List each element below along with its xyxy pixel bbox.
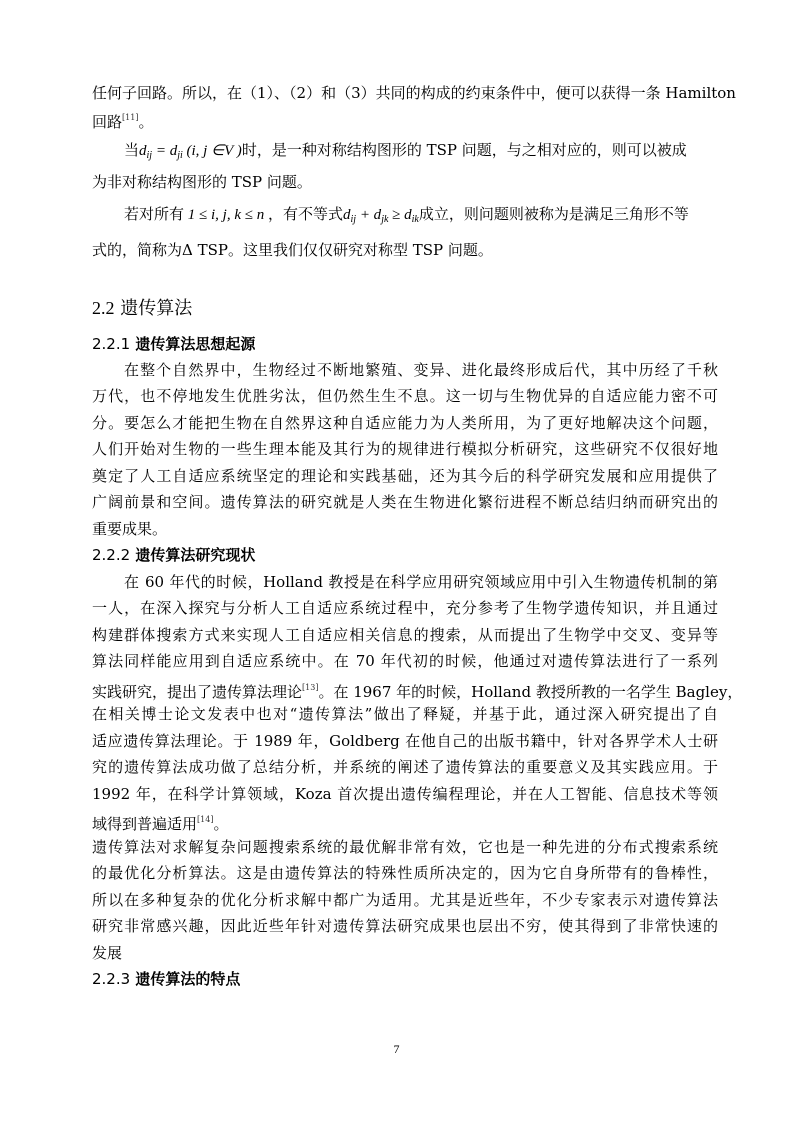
sub2-line10-b: 。 [213,815,229,833]
subsection-number: 2.2.2 [92,546,131,564]
subsection-heading-2-2-3 [92,969,240,989]
para2-line1 [124,140,687,166]
sub1-line: 人们开始对生物的一些生理本能及其行为的规律进行模拟分析研究，这些研究不仅很好地 [92,440,718,458]
para1-line2-end: 。 [138,113,154,131]
sub2-tail-line: 的最优化分析算法。这是由遗传算法的特殊性质所决定的，因为它自身所带有的鲁棒性， [92,864,718,882]
section-number: 2.2 [92,298,115,318]
sub1-line: 在整个自然界中，生物经过不断地繁殖、变异、进化最终形成后代，其中历经了千秋 [124,361,718,379]
subsection-title: 遗传算法思想起源 [135,335,256,353]
sub2-line: 在 60 年代的时候，Holland 教授是在科学应用研究领域应用中引入生物遗传机制的第 [124,573,718,591]
sub2-line: 一人，在深入探究与分析人工自适应系统过程中，充分参考了生物学遗传知识，并且通过 [92,599,718,617]
sub2-line: 适应遗传算法理论。于 1989 年，Goldberg 在他自己的出版书籍中，针对各界学术人士研 [92,732,718,750]
subsection-number: 2.2.3 [92,970,131,988]
para3-prefix: 若对所有 [124,205,185,223]
sub2-tail-line: 研究非常感兴趣，因此近些年针对遗传算法研究成果也层出不穷，使其得到了非常快速的 [92,917,718,935]
subsection-number: 2.2.1 [92,335,131,353]
subsection-heading-2-2-1 [92,334,255,354]
subsection-heading-2-2-2 [92,545,255,565]
sub2-line: 1992 年，在科学计算领域，Koza 首次提出遗传编程理论，并在人工智能、信息技术等领 [92,785,718,803]
sub2-tail-line: 所以在多种复杂的优化分析求解中都广为适用。尤其是近些年，不少专家表示对遗传算法 [92,891,718,909]
para2-line2: 为非对称结构图形的 TSP 问题。 [92,173,312,191]
sub1-line: 分。要怎么才能把生物在自然界这种自适应能力为人类所用，为了更好地解决这个问题， [92,414,718,432]
sub2-tail-line: 遗传算法对求解复杂问题搜索系统的最优解非常有效，它也是一种先进的分布式搜索系统 [92,838,718,856]
sub2-line: 究的遗传算法成功做了总结分析，并系统的阐述了遗传算法的重要意义及其实践应用。于 [92,758,718,776]
sub2-line [92,810,228,834]
para3-line1 [124,204,689,230]
para1-line2-text: 回路 [92,113,123,131]
citation-14: [14] [197,815,214,824]
triangle-inequality-formula: $d_{ij} + d_{jk} \ge d_{ik}$ [343,207,419,225]
sub2-line10-a: 域得到普遍适用 [92,815,198,833]
page-number: 7 [393,1042,400,1056]
sub2-line5-a: 实践研究，提出了遗传算法理论 [92,683,303,701]
symmetric-distance-formula: $d_{ij} = d_{ji}$ (i, j ∈V ) [139,143,242,161]
sub1-line: 重要成果。 [92,520,168,538]
para1-line1: 任何子回路。所以，在（1）、（2）和（3）共同的构成的约束条件中，便可以获得一条 Hamilton [92,84,736,102]
subsection-title: 遗传算法研究现状 [135,546,256,564]
sub2-line: 算法同样能应用到自适应系统中。在 70 年代初的时候，他通过对遗传算法进行了一系列 [92,652,718,670]
sub2-line [92,678,743,702]
para2-prefix: 当 [124,141,140,159]
sub2-line: 构建群体搜索方式来实现人工自适应相关信息的搜索，从而提出了生物学中交叉、变异等 [92,626,718,644]
subsection-title: 遗传算法的特点 [135,970,241,988]
sub2-line5-b: 。在 1967 年的时候，Holland 教授所教的一名学生 Bagley， [318,683,743,701]
sub1-line: 奠定了人工自适应系统坚定的理论和实践基础，还为其今后的科学研究发展和应用提供了 [92,467,718,485]
section-title: 遗传算法 [120,298,193,319]
sub1-line: 广阔前景和空间。遗传算法的研究就是人类在生物进化繁衍进程不断总结归纳而研究出的 [92,493,718,511]
para2-line1-rest: 时，是一种对称结构图形的 TSP 问题，与之相对应的，则可以被成 [241,141,687,159]
citation-11: [11] [122,113,139,122]
sub2-line: 在相关博士论文发表中也对“遗传算法”做出了释疑，并基于此，通过深入研究提出了自 [92,705,718,723]
para1-line2 [92,108,153,132]
section-heading [92,296,192,321]
para3-line2: 式的，简称为Δ TSP。这里我们仅仅研究对称型 TSP 问题。 [92,241,493,259]
citation-13: [13] [302,683,319,692]
index-range-formula: 1 ≤ i, j, k ≤ n [184,207,268,223]
para3-mid: ，有不等式 [267,205,343,223]
para3-line1-rest: 成立，则问题则被称为是满足三角形不等 [418,205,689,223]
sub2-tail-line: 发展 [92,944,123,962]
sub1-line: 万代，也不停地发生优胜劣汰，但仍然生生不息。这一切与生物优异的自适应能力密不可 [92,387,718,405]
